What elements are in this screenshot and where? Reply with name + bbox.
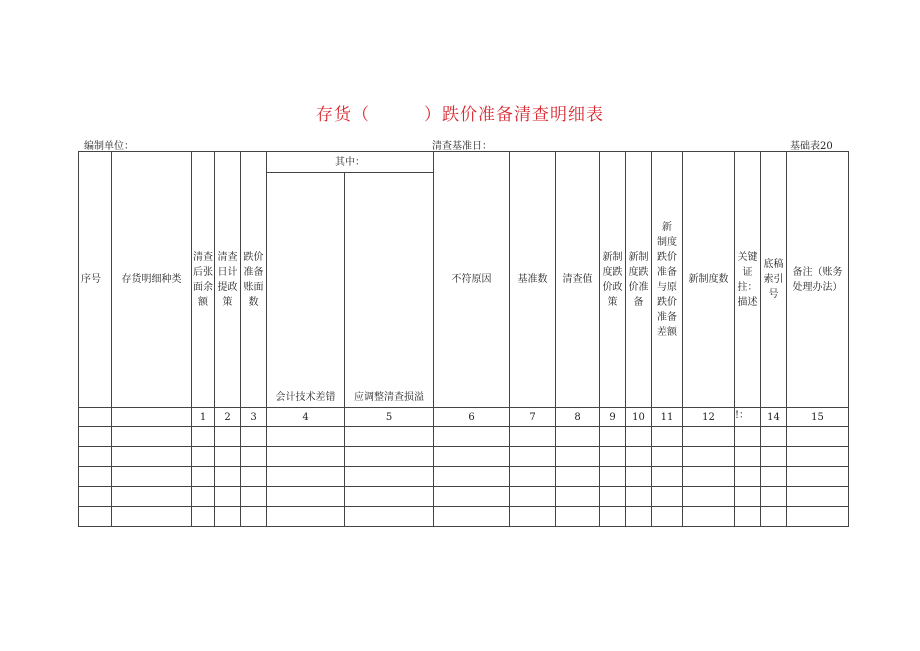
table-cell <box>434 487 510 507</box>
table-cell <box>215 487 241 507</box>
table-cell <box>652 467 683 487</box>
table-cell <box>652 507 683 527</box>
table-cell <box>241 487 267 507</box>
table-cell <box>683 467 735 487</box>
table-cell <box>556 467 600 487</box>
header-col1: 清查 后张 面余 额 <box>192 152 215 408</box>
table-cell <box>735 447 761 467</box>
table-cell <box>79 447 112 467</box>
table-cell <box>556 427 600 447</box>
number-cell: 3 <box>241 408 267 427</box>
table-cell <box>600 467 626 487</box>
table-cell <box>345 467 434 487</box>
number-cell: !： <box>735 408 761 427</box>
header-col7: 基准数 <box>510 152 556 408</box>
table-cell <box>626 507 652 527</box>
table-cell <box>267 487 345 507</box>
header-col15: 备注（账务 处理办法） <box>787 152 849 408</box>
table-cell <box>761 447 787 467</box>
table-cell <box>735 507 761 527</box>
table-cell <box>600 447 626 467</box>
table-cell <box>241 427 267 447</box>
table-cell <box>761 427 787 447</box>
header-seq: 序号 <box>79 152 112 408</box>
header-col3: 跌价 准备 账面 数 <box>241 152 267 408</box>
header-category: 存货明细种类 <box>112 152 192 408</box>
table-cell <box>241 447 267 467</box>
table-cell <box>215 447 241 467</box>
header-col12: 新制度数 <box>683 152 735 408</box>
table-cell <box>345 507 434 527</box>
number-cell: 12 <box>683 408 735 427</box>
table-cell <box>267 507 345 527</box>
table-cell <box>510 507 556 527</box>
table-cell <box>112 507 192 527</box>
table-cell <box>192 487 215 507</box>
table-cell <box>652 447 683 467</box>
table-cell <box>787 467 849 487</box>
table-cell <box>267 467 345 487</box>
header-col10: 新制 度跌 价准 备 <box>626 152 652 408</box>
table-cell <box>683 507 735 527</box>
number-cell: 14 <box>761 408 787 427</box>
number-cell: 11 <box>652 408 683 427</box>
table-cell <box>652 427 683 447</box>
detail-table <box>78 151 849 527</box>
table-cell <box>215 427 241 447</box>
number-cell: 2 <box>215 408 241 427</box>
table-code: 基础表20 <box>790 141 833 152</box>
number-cell-category <box>112 408 192 427</box>
table-cell <box>600 487 626 507</box>
header-col6: 不符原因 <box>434 152 510 408</box>
number-cell: 10 <box>626 408 652 427</box>
table-cell <box>112 467 192 487</box>
table-cell <box>735 427 761 447</box>
table-cell <box>79 487 112 507</box>
table-cell <box>192 467 215 487</box>
number-cell: 5 <box>345 408 434 427</box>
table-cell <box>683 487 735 507</box>
table-cell <box>787 427 849 447</box>
table-cell <box>510 487 556 507</box>
table-cell <box>626 487 652 507</box>
header-col9: 新制 度跌 价政 策 <box>600 152 626 408</box>
table-cell <box>79 507 112 527</box>
table-cell <box>241 467 267 487</box>
table-cell <box>556 507 600 527</box>
table-cell <box>600 507 626 527</box>
page-title: 存货（ ）跌价准备清查明细表 <box>316 105 604 125</box>
table-cell <box>626 467 652 487</box>
header-col13: 关键 证 拄： 描述 <box>735 152 761 408</box>
table-cell <box>787 487 849 507</box>
number-row <box>79 408 849 427</box>
table-row <box>79 427 849 447</box>
header-col5: 应调整清查损溢 <box>345 173 434 408</box>
table-cell <box>112 427 192 447</box>
table-row <box>79 507 849 527</box>
table-cell <box>215 507 241 527</box>
table-cell <box>761 507 787 527</box>
header-col2: 清查 日计 提政 策 <box>215 152 241 408</box>
table-cell <box>510 467 556 487</box>
header-col11: 新 制度 跌价 准备 与原 跌价 准备 差额 <box>652 152 683 408</box>
unit-label: 编制单位： <box>84 141 134 152</box>
table-cell <box>345 447 434 467</box>
table-cell <box>215 467 241 487</box>
table-cell <box>761 467 787 487</box>
table-cell <box>626 447 652 467</box>
table-cell <box>241 507 267 527</box>
table-cell <box>652 487 683 507</box>
table-cell <box>192 447 215 467</box>
table-cell <box>79 427 112 447</box>
number-cell: 1 <box>192 408 215 427</box>
date-label: 清查基准日： <box>432 141 492 152</box>
number-cell: 8 <box>556 408 600 427</box>
table-cell <box>626 427 652 447</box>
table-cell <box>112 447 192 467</box>
table-row <box>79 487 849 507</box>
table-cell <box>510 427 556 447</box>
table-cell <box>79 467 112 487</box>
table-cell <box>267 447 345 467</box>
number-cell: 6 <box>434 408 510 427</box>
table-cell <box>510 447 556 467</box>
number-cell: 15 <box>787 408 849 427</box>
header-col14: 底稿 索引 号 <box>761 152 787 408</box>
header-group: 其中： <box>267 152 434 173</box>
table-cell <box>600 427 626 447</box>
table-cell <box>434 447 510 467</box>
number-cell: 7 <box>510 408 556 427</box>
table-cell <box>683 427 735 447</box>
header-col8: 清查值 <box>556 152 600 408</box>
table-cell <box>434 467 510 487</box>
table-cell <box>787 447 849 467</box>
table-cell <box>112 487 192 507</box>
table-cell <box>787 507 849 527</box>
table-cell <box>192 427 215 447</box>
table-cell <box>345 427 434 447</box>
table-cell <box>434 507 510 527</box>
table-cell <box>761 487 787 507</box>
table-cell <box>556 487 600 507</box>
table-cell <box>434 427 510 447</box>
table-cell <box>192 507 215 527</box>
number-cell-seq <box>79 408 112 427</box>
table-cell <box>267 427 345 447</box>
table-row <box>79 447 849 467</box>
header-col4: 会计技术差错 <box>267 173 345 408</box>
number-cell: 4 <box>267 408 345 427</box>
table-cell <box>683 447 735 467</box>
table-cell <box>735 467 761 487</box>
number-cell: 9 <box>600 408 626 427</box>
table-cell <box>735 487 761 507</box>
table-cell <box>345 487 434 507</box>
table-row <box>79 467 849 487</box>
table-cell <box>556 447 600 467</box>
